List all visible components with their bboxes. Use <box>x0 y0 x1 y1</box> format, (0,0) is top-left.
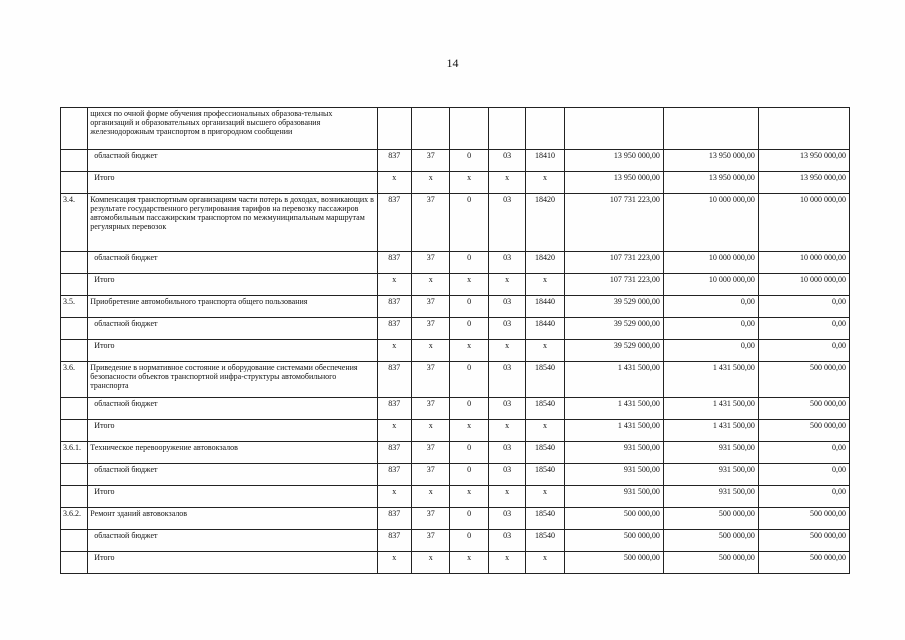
cell-v1: 1 431 500,00 <box>564 420 663 442</box>
cell-num <box>61 464 88 486</box>
cell-num: 3.6. <box>61 362 88 398</box>
cell-cs2: 18420 <box>526 252 564 274</box>
cell-grbs: x <box>377 172 411 194</box>
cell-v3: 0,00 <box>758 486 849 508</box>
cell-name: Итого <box>88 420 377 442</box>
cell-cs2: x <box>526 172 564 194</box>
cell-cs1: x <box>488 420 525 442</box>
cell-name: Итого <box>88 274 377 296</box>
cell-v3: 500 000,00 <box>758 508 849 530</box>
cell-num <box>61 398 88 420</box>
cell-cs1: 03 <box>488 530 525 552</box>
cell-cs2: 18420 <box>526 194 564 252</box>
cell-v1: 931 500,00 <box>564 442 663 464</box>
cell-rz <box>411 108 449 150</box>
table-row <box>61 150 850 172</box>
cell-rz: 37 <box>411 530 449 552</box>
cell-cs2: x <box>526 486 564 508</box>
cell-v2: 10 000 000,00 <box>663 252 758 274</box>
cell-rz: 37 <box>411 508 449 530</box>
table-row <box>61 108 850 150</box>
cell-grbs <box>377 108 411 150</box>
cell-rz: x <box>411 552 449 574</box>
cell-pr: 0 <box>450 150 488 172</box>
cell-grbs: x <box>377 552 411 574</box>
cell-pr: 0 <box>450 296 488 318</box>
cell-pr: x <box>450 486 488 508</box>
cell-cs2: 18540 <box>526 398 564 420</box>
cell-cs1: x <box>488 340 525 362</box>
cell-grbs: 837 <box>377 398 411 420</box>
cell-pr: 0 <box>450 194 488 252</box>
cell-v2: 13 950 000,00 <box>663 150 758 172</box>
cell-v3: 13 950 000,00 <box>758 172 849 194</box>
cell-v2: 0,00 <box>663 318 758 340</box>
cell-v2: 1 431 500,00 <box>663 362 758 398</box>
cell-num <box>61 274 88 296</box>
cell-num <box>61 486 88 508</box>
cell-pr: 0 <box>450 442 488 464</box>
cell-pr: x <box>450 274 488 296</box>
cell-v3: 10 000 000,00 <box>758 194 849 252</box>
cell-grbs: 837 <box>377 318 411 340</box>
table-row <box>61 252 850 274</box>
cell-num <box>61 108 88 150</box>
cell-v3: 0,00 <box>758 296 849 318</box>
cell-num <box>61 340 88 362</box>
cell-cs2: 18540 <box>526 464 564 486</box>
table-row <box>61 274 850 296</box>
cell-pr: 0 <box>450 398 488 420</box>
cell-v3: 500 000,00 <box>758 398 849 420</box>
cell-pr: 0 <box>450 252 488 274</box>
cell-pr: 0 <box>450 508 488 530</box>
table-row <box>61 420 850 442</box>
cell-num <box>61 530 88 552</box>
cell-rz: 37 <box>411 296 449 318</box>
cell-rz: x <box>411 420 449 442</box>
cell-grbs: 837 <box>377 530 411 552</box>
cell-v1: 107 731 223,00 <box>564 252 663 274</box>
cell-name: областной бюджет <box>88 150 377 172</box>
cell-v3: 0,00 <box>758 340 849 362</box>
page-number: 14 <box>446 56 459 70</box>
cell-rz: 37 <box>411 442 449 464</box>
cell-v3: 500 000,00 <box>758 552 849 574</box>
cell-v2 <box>663 108 758 150</box>
cell-pr: x <box>450 420 488 442</box>
cell-v3: 0,00 <box>758 318 849 340</box>
cell-cs2: 18440 <box>526 318 564 340</box>
cell-name: Техническое перевооружение автовокзалов <box>88 442 377 464</box>
cell-v1: 931 500,00 <box>564 464 663 486</box>
cell-num: 3.4. <box>61 194 88 252</box>
cell-name: областной бюджет <box>88 398 377 420</box>
cell-v2: 500 000,00 <box>663 530 758 552</box>
cell-cs1: 03 <box>488 150 525 172</box>
cell-cs1: x <box>488 274 525 296</box>
table-row <box>61 486 850 508</box>
cell-cs1: 03 <box>488 464 525 486</box>
cell-pr: 0 <box>450 318 488 340</box>
cell-v1: 39 529 000,00 <box>564 318 663 340</box>
cell-cs1: x <box>488 172 525 194</box>
cell-cs1: x <box>488 486 525 508</box>
cell-num <box>61 552 88 574</box>
cell-v3: 500 000,00 <box>758 362 849 398</box>
cell-v2: 10 000 000,00 <box>663 274 758 296</box>
cell-name: областной бюджет <box>88 530 377 552</box>
cell-v3: 10 000 000,00 <box>758 252 849 274</box>
cell-v3: 0,00 <box>758 464 849 486</box>
cell-cs2: x <box>526 420 564 442</box>
cell-name: Итого <box>88 172 377 194</box>
cell-v1: 107 731 223,00 <box>564 194 663 252</box>
cell-grbs: 837 <box>377 252 411 274</box>
cell-rz: 37 <box>411 150 449 172</box>
cell-cs2: 18540 <box>526 442 564 464</box>
cell-cs2: 18540 <box>526 530 564 552</box>
cell-num <box>61 420 88 442</box>
cell-v1: 931 500,00 <box>564 486 663 508</box>
cell-rz: 37 <box>411 362 449 398</box>
cell-v2: 500 000,00 <box>663 552 758 574</box>
table-row <box>61 194 850 252</box>
cell-pr: x <box>450 172 488 194</box>
cell-grbs: x <box>377 420 411 442</box>
cell-pr <box>450 108 488 150</box>
cell-grbs: 837 <box>377 442 411 464</box>
cell-cs2: 18540 <box>526 362 564 398</box>
cell-name: Итого <box>88 486 377 508</box>
cell-grbs: 837 <box>377 464 411 486</box>
cell-name: Приобретение автомобильного транспорта общего пользования <box>88 296 377 318</box>
cell-v1: 500 000,00 <box>564 508 663 530</box>
cell-cs1: 03 <box>488 508 525 530</box>
cell-grbs: 837 <box>377 508 411 530</box>
cell-num: 3.6.2. <box>61 508 88 530</box>
cell-name: областной бюджет <box>88 464 377 486</box>
cell-cs1 <box>488 108 525 150</box>
cell-v3: 10 000 000,00 <box>758 274 849 296</box>
cell-v3 <box>758 108 849 150</box>
cell-name: областной бюджет <box>88 252 377 274</box>
cell-cs2: 18410 <box>526 150 564 172</box>
table-row <box>61 508 850 530</box>
cell-cs1: 03 <box>488 194 525 252</box>
cell-grbs: 837 <box>377 150 411 172</box>
cell-rz: 37 <box>411 398 449 420</box>
cell-pr: 0 <box>450 530 488 552</box>
cell-rz: x <box>411 172 449 194</box>
table-row <box>61 296 850 318</box>
cell-v1: 39 529 000,00 <box>564 296 663 318</box>
cell-name: Итого <box>88 552 377 574</box>
cell-v2: 0,00 <box>663 296 758 318</box>
cell-name: Ремонт зданий автовокзалов <box>88 508 377 530</box>
cell-v1 <box>564 108 663 150</box>
cell-grbs: x <box>377 274 411 296</box>
cell-cs2: 18540 <box>526 508 564 530</box>
cell-v1: 1 431 500,00 <box>564 362 663 398</box>
table-row <box>61 552 850 574</box>
cell-pr: x <box>450 552 488 574</box>
cell-rz: 37 <box>411 318 449 340</box>
cell-v3: 500 000,00 <box>758 530 849 552</box>
cell-v2: 500 000,00 <box>663 508 758 530</box>
cell-cs1: 03 <box>488 442 525 464</box>
table-row <box>61 362 850 398</box>
cell-rz: x <box>411 486 449 508</box>
cell-v2: 1 431 500,00 <box>663 398 758 420</box>
cell-rz: x <box>411 340 449 362</box>
cell-name: Приведение в нормативное состояние и оборудование системами обеспечения безопасности объектов транспортной инфра-структуры автомобильного транспорта <box>88 362 377 398</box>
cell-name: щихся по очной форме обучения профессиональных образова-тельных организаций и образовательных организаций высшего образования железнодорожным транспортом в пригородном сообщении <box>88 108 377 150</box>
cell-name: областной бюджет <box>88 318 377 340</box>
cell-name: Итого <box>88 340 377 362</box>
cell-num <box>61 252 88 274</box>
cell-rz: 37 <box>411 252 449 274</box>
cell-v2: 931 500,00 <box>663 486 758 508</box>
cell-v2: 1 431 500,00 <box>663 420 758 442</box>
cell-v3: 500 000,00 <box>758 420 849 442</box>
cell-v3: 13 950 000,00 <box>758 150 849 172</box>
cell-cs1: 03 <box>488 296 525 318</box>
table-row <box>61 340 850 362</box>
cell-rz: 37 <box>411 464 449 486</box>
cell-v2: 931 500,00 <box>663 464 758 486</box>
cell-grbs: x <box>377 340 411 362</box>
cell-v1: 39 529 000,00 <box>564 340 663 362</box>
table-row <box>61 442 850 464</box>
cell-v1: 500 000,00 <box>564 530 663 552</box>
cell-cs1: x <box>488 552 525 574</box>
cell-v1: 1 431 500,00 <box>564 398 663 420</box>
cell-v2: 13 950 000,00 <box>663 172 758 194</box>
cell-cs1: 03 <box>488 318 525 340</box>
table-row <box>61 398 850 420</box>
table-row <box>61 464 850 486</box>
table-row <box>61 172 850 194</box>
cell-v2: 0,00 <box>663 340 758 362</box>
cell-name: Компенсация транспортным организациям части потерь в доходах, возникающих в результате государственного регулирования тарифов на перевозку пассажиров автомобильным пассажирским транспортом по межмуниципальным маршрутам регулярных перевозок <box>88 194 377 252</box>
cell-grbs: 837 <box>377 296 411 318</box>
cell-pr: 0 <box>450 464 488 486</box>
cell-num <box>61 318 88 340</box>
table-row <box>61 530 850 552</box>
cell-rz: x <box>411 274 449 296</box>
cell-cs2: x <box>526 274 564 296</box>
cell-num: 3.5. <box>61 296 88 318</box>
cell-v3: 0,00 <box>758 442 849 464</box>
cell-rz: 37 <box>411 194 449 252</box>
cell-v1: 500 000,00 <box>564 552 663 574</box>
cell-v2: 10 000 000,00 <box>663 194 758 252</box>
cell-num <box>61 172 88 194</box>
cell-cs2 <box>526 108 564 150</box>
cell-v1: 13 950 000,00 <box>564 150 663 172</box>
cell-cs1: 03 <box>488 252 525 274</box>
budget-table <box>60 107 850 574</box>
cell-cs2: 18440 <box>526 296 564 318</box>
cell-num: 3.6.1. <box>61 442 88 464</box>
cell-grbs: 837 <box>377 362 411 398</box>
table-row <box>61 318 850 340</box>
cell-grbs: 837 <box>377 194 411 252</box>
cell-cs1: 03 <box>488 398 525 420</box>
cell-v2: 931 500,00 <box>663 442 758 464</box>
cell-cs2: x <box>526 340 564 362</box>
cell-v1: 13 950 000,00 <box>564 172 663 194</box>
cell-num <box>61 150 88 172</box>
cell-cs1: 03 <box>488 362 525 398</box>
cell-pr: x <box>450 340 488 362</box>
cell-cs2: x <box>526 552 564 574</box>
cell-v1: 107 731 223,00 <box>564 274 663 296</box>
cell-pr: 0 <box>450 362 488 398</box>
cell-grbs: x <box>377 486 411 508</box>
